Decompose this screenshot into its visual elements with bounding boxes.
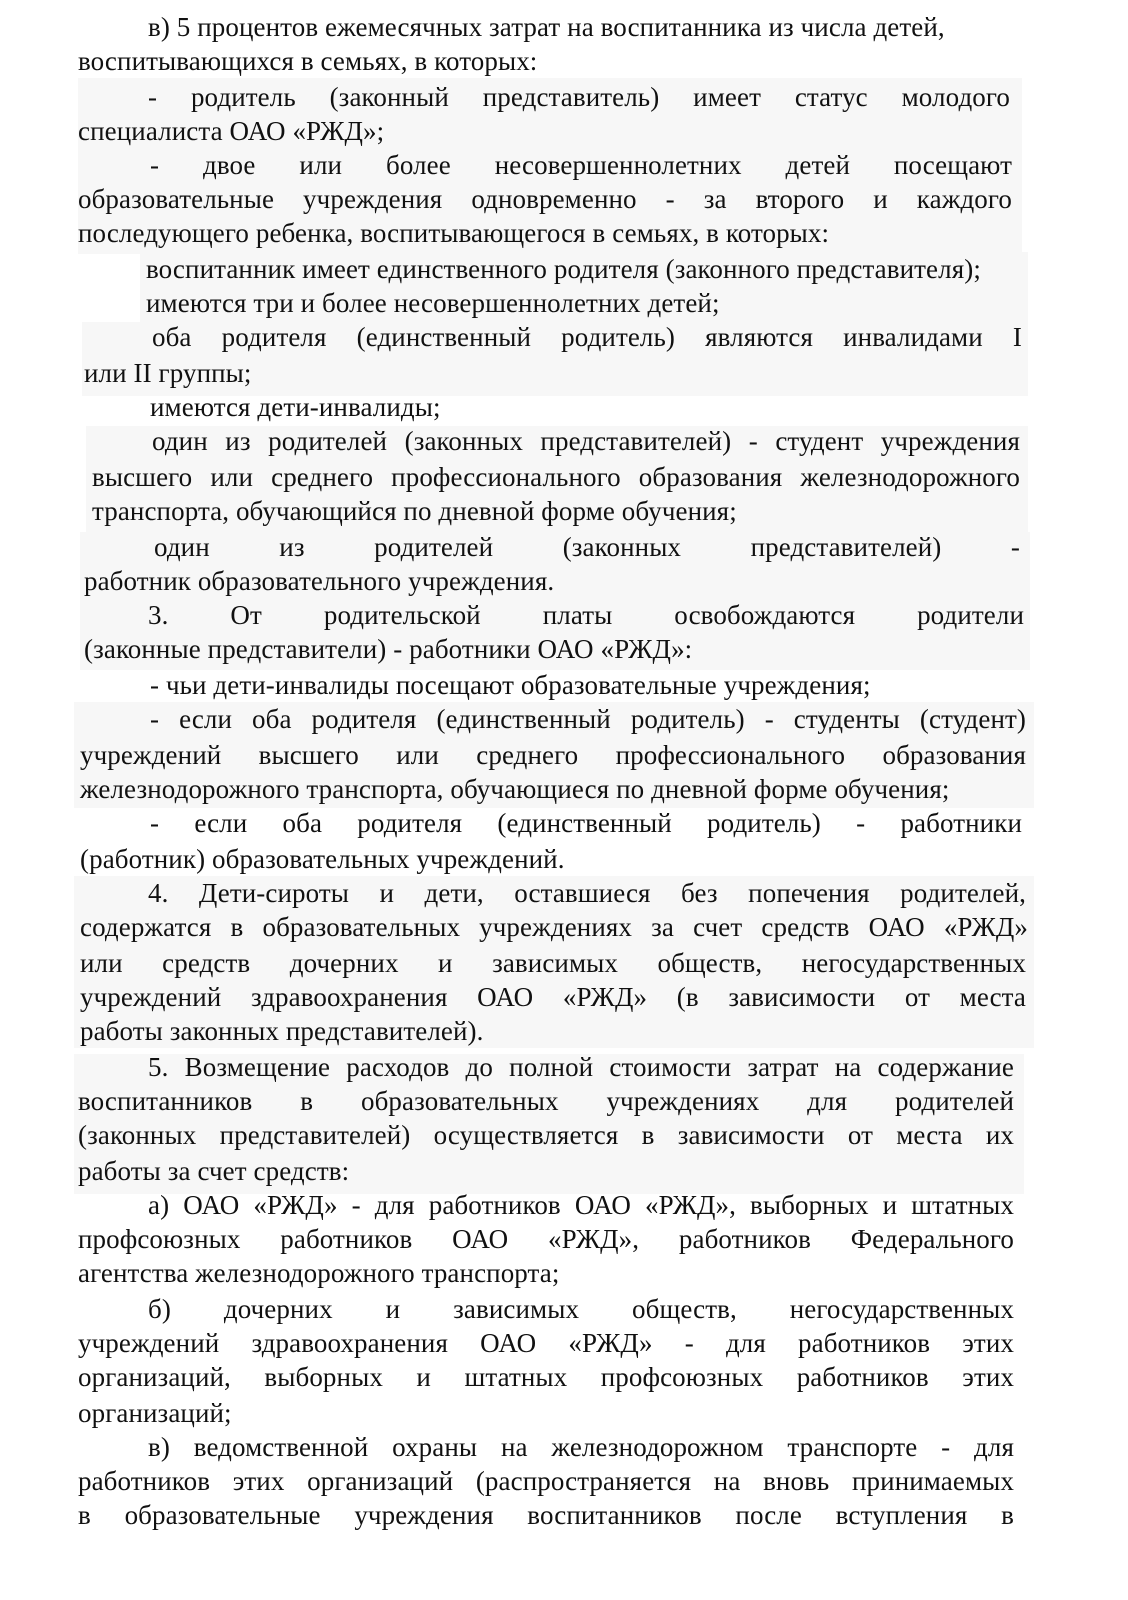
text-line: - если оба родителя (единственный родитель) - студенты (студент) (150, 704, 1026, 734)
text-line: или II группы; (84, 358, 252, 388)
text-line: работы за счет средств: (78, 1156, 350, 1186)
text-line: (законные представители) - работники ОАО «РЖД»: (84, 634, 693, 664)
text-line: воспитывающихся в семьях, в которых: (78, 46, 538, 76)
text-line: 3. От родительской платы освобождаются родители (148, 600, 1024, 630)
text-line: один из родителей (законных представителей) - студент учреждения (152, 426, 1020, 456)
text-line: воспитанник имеет единственного родителя (законного представителя); (146, 254, 981, 284)
text-line: работников этих организаций (распространяется на вновь принимаемых (78, 1466, 1014, 1496)
text-line: - двое или более несовершеннолетних детей посещают (150, 150, 1012, 180)
text-line: организаций; (78, 1398, 232, 1428)
text-line: имеются три и более несовершеннолетних детей; (146, 288, 720, 318)
text-line: содержатся в образовательных учреждениях за счет средств ОАО «РЖД» (80, 912, 1028, 942)
text-line: - родитель (законный представитель) имеет статус молодого (148, 82, 1010, 112)
text-line: в) ведомственной охраны на железнодорожном транспорте - для (148, 1432, 1014, 1462)
text-line: образовательные учреждения одновременно - за второго и каждого (78, 184, 1012, 214)
text-line: - чьи дети-инвалиды посещают образовательные учреждения; (150, 670, 871, 700)
text-line: в) 5 процентов ежемесячных затрат на воспитанника из числа детей, (148, 12, 945, 42)
text-line: один из родителей (законных представителей) - (154, 532, 1020, 562)
text-line: имеются дети-инвалиды; (150, 392, 441, 422)
text-line: работы законных представителей). (80, 1016, 484, 1046)
text-line: - если оба родителя (единственный родитель) - работники (150, 808, 1022, 838)
text-line: профсоюзных работников ОАО «РЖД», работников Федерального (78, 1224, 1014, 1254)
text-line: последующего ребенка, воспитывающегося в семьях, в которых: (78, 218, 830, 248)
text-line: воспитанников в образовательных учреждениях для родителей (78, 1086, 1014, 1116)
text-line: работник образовательного учреждения. (84, 566, 555, 596)
text-line: (работник) образовательных учреждений. (80, 844, 565, 874)
text-line: 5. Возмещение расходов до полной стоимости затрат на содержание (148, 1052, 1014, 1082)
text-line: а) ОАО «РЖД» - для работников ОАО «РЖД», выборных и штатных (148, 1190, 1014, 1220)
text-line: оба родителя (единственный родитель) являются инвалидами I (152, 322, 1022, 352)
text-line: транспорта, обучающийся по дневной форме обучения; (92, 496, 737, 526)
text-line: учреждений высшего или среднего профессионального образования (80, 740, 1026, 770)
text-line: учреждений здравоохранения ОАО «РЖД» - для работников этих (78, 1328, 1014, 1358)
text-line: или средств дочерних и зависимых обществ, негосударственных (80, 948, 1026, 978)
text-line: высшего или среднего профессионального образования железнодорожного (92, 462, 1020, 492)
text-line: в образовательные учреждения воспитанников после вступления в (78, 1500, 1014, 1530)
text-line: учреждений здравоохранения ОАО «РЖД» (в зависимости от места (80, 982, 1026, 1012)
text-line: агентства железнодорожного транспорта; (78, 1258, 560, 1288)
text-line: 4. Дети-сироты и дети, оставшиеся без попечения родителей, (148, 878, 1026, 908)
text-line: железнодорожного транспорта, обучающиеся по дневной форме обучения; (80, 774, 950, 804)
text-line: специалиста ОАО «РЖД»; (78, 116, 385, 146)
text-line: б) дочерних и зависимых обществ, негосударственных (148, 1294, 1014, 1324)
text-line: (законных представителей) осуществляется в зависимости от места их (78, 1120, 1014, 1150)
text-line: организаций, выборных и штатных профсоюзных работников этих (78, 1362, 1014, 1392)
